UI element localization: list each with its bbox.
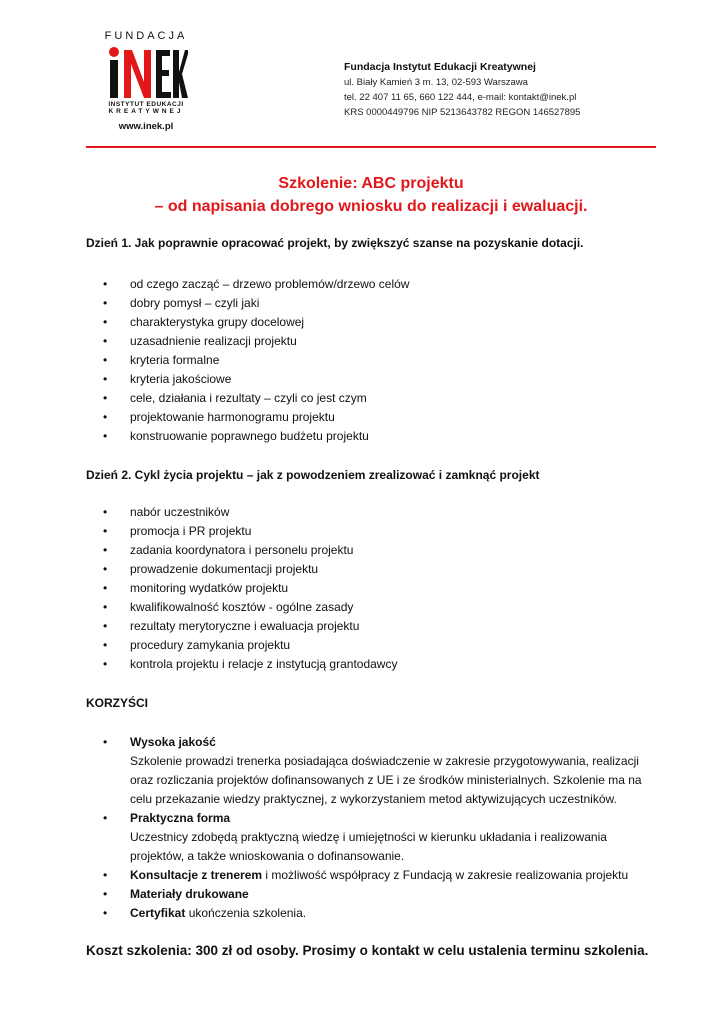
list-item: • kryteria formalne xyxy=(86,351,656,370)
bullet: • xyxy=(103,543,108,557)
bullet: • xyxy=(103,811,108,825)
bullet: • xyxy=(103,735,108,749)
document-body xyxy=(86,234,656,974)
bullet: • xyxy=(103,410,108,424)
header-divider xyxy=(86,146,656,148)
benefit-quality xyxy=(86,733,656,809)
org-address: ul. Biały Kamień 3 m. 13, 02-593 Warszawa xyxy=(344,77,528,88)
bullet: • xyxy=(103,562,108,576)
list-item: • procedury zamykania projektu xyxy=(86,636,656,655)
bullet: • xyxy=(103,887,108,901)
bullet: • xyxy=(103,353,108,367)
bullet: • xyxy=(103,600,108,614)
list-item: • prowadzenie dokumentacji projektu xyxy=(86,560,656,579)
list-item: • od czego zacząć – drzewo problemów/drzewo celów xyxy=(86,275,656,294)
list-item: • kontrola projektu i relacje z instytucją grantodawcy xyxy=(86,655,656,674)
list-item: • nabór uczestników xyxy=(86,503,656,522)
benefit-practical xyxy=(86,809,656,866)
organization-info xyxy=(344,60,580,120)
benefit-certificate-rest: ukończenia szkolenia. xyxy=(185,906,307,920)
logo-fundacja-text: FUNDACJA xyxy=(104,30,188,42)
logo-mark xyxy=(96,44,196,100)
website-link[interactable]: www.inek.pl xyxy=(118,121,174,132)
bullet: • xyxy=(103,315,108,329)
list-item: • cele, działania i rezultaty – czyli co jest czym xyxy=(86,389,656,408)
benefits-list xyxy=(86,733,656,923)
org-name: Fundacja Instytut Edukacji Kreatywnej xyxy=(344,61,536,73)
benefit-consultation-bold: Konsultacje z trenerem xyxy=(130,868,263,882)
bullet: • xyxy=(103,619,108,633)
list-item: • konstruowanie poprawnego budżetu projektu xyxy=(86,427,656,446)
logo xyxy=(96,30,196,132)
benefits-heading: KORZYŚCI xyxy=(86,696,149,710)
bullet: • xyxy=(103,638,108,652)
org-contact: tel. 22 407 11 65, 660 122 444, e-mail: kontakt@inek.pl xyxy=(344,92,577,103)
benefit-practical-line-2: projektów, a także wnioskowania o dofinansowanie. xyxy=(130,849,405,863)
bullet: • xyxy=(103,429,108,443)
title-line-2: – od napisania dobrego wniosku do realizacji i ewaluacji. xyxy=(154,198,588,215)
logo-subtitle-1: INSTYTUT EDUKACJI xyxy=(108,101,184,108)
list-item: • zadania koordynatora i personelu projektu xyxy=(86,541,656,560)
inek-logo-graphic xyxy=(104,44,188,100)
bullet: • xyxy=(103,581,108,595)
day1-list xyxy=(86,275,656,446)
day1-heading: Dzień 1. Jak poprawnie opracować projekt, by zwiększyć szanse na pozyskanie dotacji. xyxy=(86,236,584,250)
logo-subtitle-2: KREATYWNEJ xyxy=(108,108,184,115)
document-title xyxy=(86,172,656,218)
list-item: • monitoring wydatków projektu xyxy=(86,579,656,598)
list-item: • uzasadnienie realizacji projektu xyxy=(86,332,656,351)
list-item: • kwalifikowalność kosztów - ogólne zasady xyxy=(86,598,656,617)
list-item: • charakterystyka grupy docelowej xyxy=(86,313,656,332)
title-line-1: Szkolenie: ABC projektu xyxy=(278,175,464,192)
benefit-consultation xyxy=(86,866,656,885)
bullet: • xyxy=(103,334,108,348)
benefit-certificate-bold: Certyfikat xyxy=(130,906,186,920)
bullet: • xyxy=(103,296,108,310)
benefit-materials xyxy=(86,885,656,904)
bullet: • xyxy=(103,372,108,386)
bullet: • xyxy=(103,277,108,291)
bullet: • xyxy=(103,524,108,538)
benefit-quality-line-1: Szkolenie prowadzi trenerka posiadająca doświadczenie w zakresie przygotowywania, realizacji xyxy=(130,754,639,768)
cost-note: Koszt szkolenia: 300 zł od osoby. Prosimy o kontakt w celu ustalenia terminu szkolenia. xyxy=(86,943,649,958)
list-item: • projektowanie harmonogramu projektu xyxy=(86,408,656,427)
bullet: • xyxy=(103,505,108,519)
list-item: • rezultaty merytoryczne i ewaluacja projektu xyxy=(86,617,656,636)
list-item: • promocja i PR projektu xyxy=(86,522,656,541)
benefit-practical-line-1: Uczestnicy zdobędą praktyczną wiedzę i umiejętności w kierunku układania i realizowania xyxy=(130,830,607,844)
benefit-quality-line-3: celu przekazanie wiedzy praktycznej, z wykorzystaniem metod aktywizujących uczestników. xyxy=(130,792,617,806)
bullet: • xyxy=(103,868,108,882)
bullet: • xyxy=(103,391,108,405)
list-item: • dobry pomysł – czyli jaki xyxy=(86,294,656,313)
benefit-materials-text: Materiały drukowane xyxy=(130,887,249,901)
benefit-consultation-rest: i możliwość współpracy z Fundacją w zakresie realizowania projektu xyxy=(262,868,629,882)
bullet: • xyxy=(103,906,108,920)
benefit-practical-title: Praktyczna forma xyxy=(130,811,231,825)
org-registry: KRS 0000449796 NIP 5213643782 REGON 146527895 xyxy=(344,107,581,118)
day2-heading: Dzień 2. Cykl życia projektu – jak z powodzeniem zrealizować i zamknąć projekt xyxy=(86,468,540,482)
benefit-quality-title: Wysoka jakość xyxy=(130,735,216,749)
list-item: • kryteria jakościowe xyxy=(86,370,656,389)
benefit-quality-line-2: oraz rozliczania projektów dofinansowanych z UE i ze środków ministerialnych. Szkolenie ma na xyxy=(130,773,642,787)
benefit-certificate xyxy=(86,904,656,923)
bullet: • xyxy=(103,657,108,671)
day2-list xyxy=(86,503,656,674)
